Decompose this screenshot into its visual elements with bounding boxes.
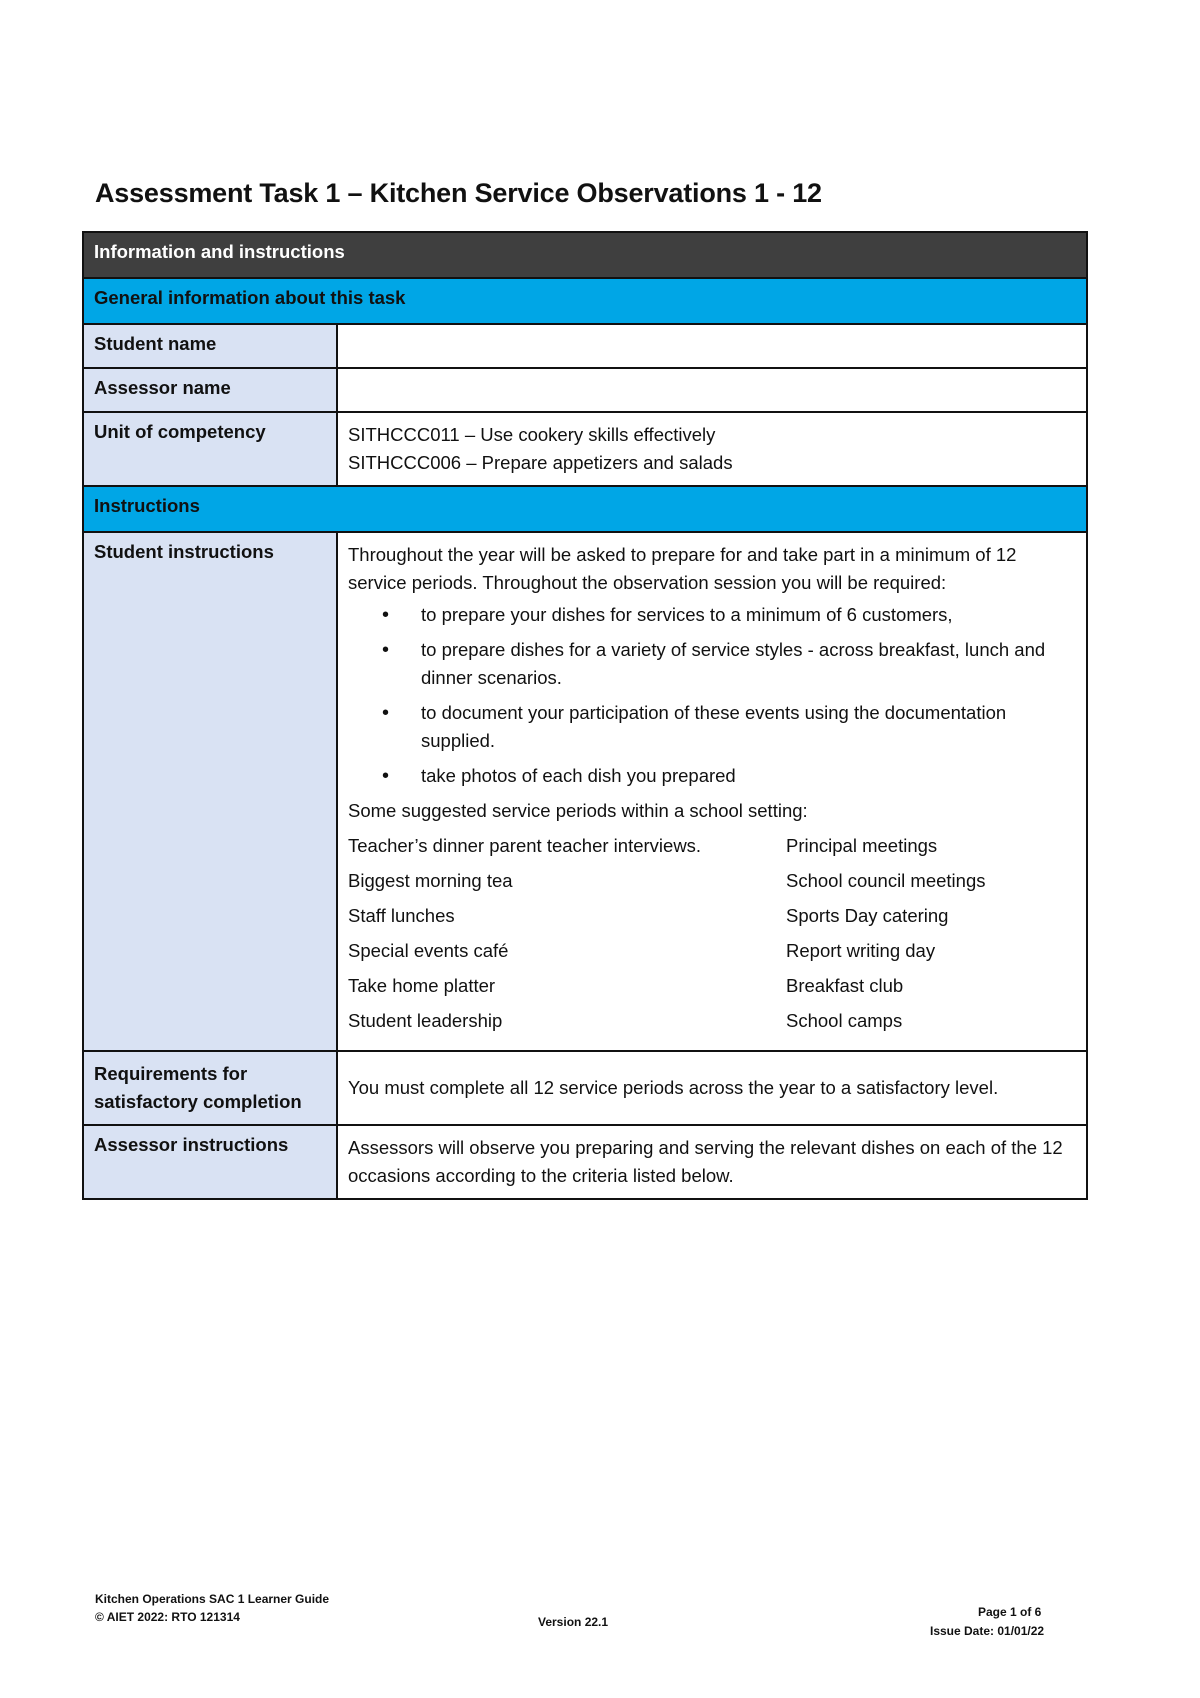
bullet-icon: • <box>382 639 390 661</box>
header-general-information: General information about this task <box>83 278 1087 324</box>
suggested-heading: Some suggested service periods within a school setting: <box>348 800 808 821</box>
header-information: Information and instructions <box>83 232 1087 278</box>
unit-item: SITHCCC006 – Prepare appetizers and salads <box>348 452 733 473</box>
list-item: • to document your participation of these events using the documentation supplied. <box>348 699 1076 755</box>
service-period-item: Student leadership <box>348 1010 503 1031</box>
service-period-item: Take home platter <box>348 975 496 996</box>
student-name-label: Student name <box>83 324 337 368</box>
instruction-bullets <box>348 601 1076 790</box>
service-period-item: Biggest morning tea <box>348 870 513 891</box>
unit-item: SITHCCC011 – Use cookery skills effectively <box>348 424 716 445</box>
unit-of-competency-label: Unit of competency <box>83 412 337 486</box>
service-period-item: Sports Day catering <box>786 905 949 926</box>
header-instructions: Instructions <box>83 486 1087 532</box>
assessor-name-field[interactable] <box>337 368 1087 412</box>
service-period-item: Principal meetings <box>786 835 938 856</box>
unit-of-competency-value <box>337 412 1087 486</box>
bullet-icon: • <box>382 702 390 724</box>
footer-guide: Kitchen Operations SAC 1 Learner Guide <box>95 1592 330 1606</box>
student-instructions-label: Student instructions <box>83 532 337 1051</box>
assessor-name-label: Assessor name <box>83 368 337 412</box>
list-item: • take photos of each dish you prepared <box>348 762 1076 790</box>
student-instructions-intro: Throughout the year will be asked to prepare for and take part in a minimum of 12 service periods. Throughout the observation session you will be required: <box>348 544 1017 593</box>
assessor-instructions-label: Assessor instructions <box>83 1125 337 1199</box>
student-instructions-value <box>337 532 1087 1051</box>
bullet-icon: • <box>382 765 390 787</box>
assessor-instructions-value: Assessors will observe you preparing and serving the relevant dishes on each of the 12 occasions according to the criteria listed below. <box>337 1125 1087 1199</box>
service-period-item: Breakfast club <box>786 975 904 996</box>
student-name-field[interactable] <box>337 324 1087 368</box>
list-item: • to prepare dishes for a variety of service styles - across breakfast, lunch and dinner scenarios. <box>348 636 1076 692</box>
footer-page-number: Page 1 of 6 <box>978 1605 1042 1619</box>
suggested-service-periods <box>348 832 1076 1042</box>
assessment-info-table <box>82 231 1088 1200</box>
service-period-item: Report writing day <box>786 940 936 961</box>
list-item: • to prepare your dishes for services to a minimum of 6 customers, <box>348 601 1076 629</box>
footer-issue-date: Issue Date: 01/01/22 <box>930 1624 1045 1638</box>
service-period-item: Staff lunches <box>348 905 455 926</box>
footer-version: Version 22.1 <box>538 1615 609 1629</box>
service-period-item: Special events café <box>348 940 509 961</box>
requirements-value: You must complete all 12 service periods across the year to a satisfactory level. <box>337 1051 1087 1125</box>
bullet-icon: • <box>382 604 390 626</box>
service-period-item: School council meetings <box>786 870 986 891</box>
requirements-label: Requirements for satisfactory completion <box>83 1051 337 1125</box>
service-period-item: School camps <box>786 1010 903 1031</box>
footer-copyright: © AIET 2022: RTO 121314 <box>95 1610 240 1624</box>
page-title: Assessment Task 1 – Kitchen Service Observations 1 - 12 <box>95 178 822 208</box>
service-period-item: Teacher’s dinner parent teacher interviews. <box>348 835 702 856</box>
